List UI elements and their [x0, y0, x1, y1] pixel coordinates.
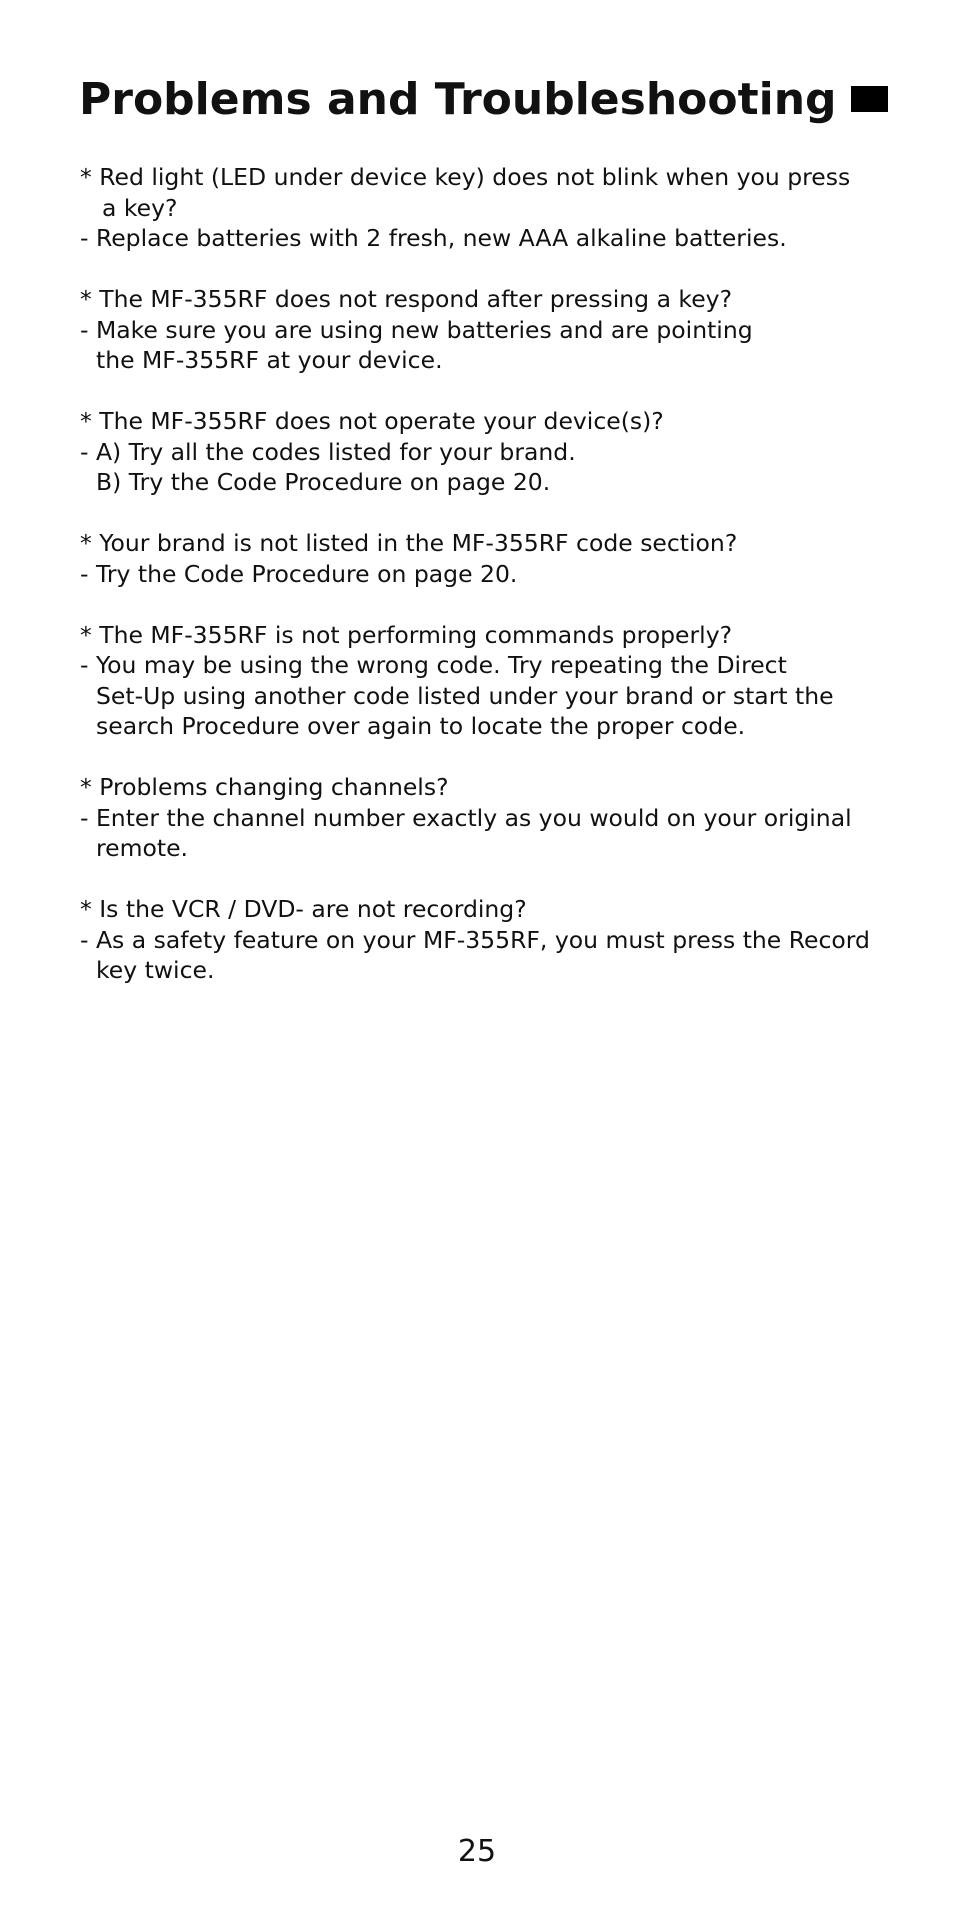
answer-line: - Enter the channel number exactly as you would on your original — [80, 803, 852, 832]
answer-line: - Make sure you are using new batteries and are pointing — [80, 315, 753, 344]
question-line: * The MF-355RF does not operate your device(s)? — [80, 407, 664, 435]
answer-line: - You may be using the wrong code. Try repeating the Direct — [80, 651, 787, 679]
page-title — [79, 72, 888, 128]
faq-item — [80, 772, 910, 864]
question-line: a key? — [102, 193, 178, 222]
page-number: 25 — [457, 1834, 497, 1869]
answer-line: search Procedure over again to locate the proper code. — [96, 712, 746, 740]
faq-item — [80, 894, 910, 986]
answer-line: remote. — [96, 834, 189, 862]
page-title-text: Problems and Troubleshooting — [79, 74, 837, 125]
answer-line: key twice. — [96, 956, 215, 984]
faq-item — [80, 284, 910, 376]
question-line: * Problems changing channels? — [80, 773, 449, 801]
faq-item — [80, 406, 910, 498]
faq-item — [80, 162, 910, 254]
answer-line: B) Try the Code Procedure on page 20. — [96, 468, 551, 496]
answer-line: - As a safety feature on your MF-355RF, you must press the Record — [80, 925, 870, 954]
answer-line: - Replace batteries with 2 fresh, new AAA alkaline batteries. — [80, 224, 787, 252]
faq-item — [80, 528, 910, 589]
section-marker-square — [851, 86, 888, 112]
answer-line: - Try the Code Procedure on page 20. — [80, 559, 518, 588]
troubleshooting-list — [80, 162, 910, 1016]
answer-line: Set-Up using another code listed under your brand or start the — [96, 681, 834, 710]
question-line: * The MF-355RF does not respond after pressing a key? — [80, 285, 733, 313]
faq-item — [80, 620, 910, 742]
answer-line: the MF-355RF at your device. — [96, 346, 443, 374]
question-line: * Is the VCR / DVD- are not recording? — [80, 895, 527, 923]
question-line: * Red light (LED under device key) does not blink when you press — [80, 163, 851, 191]
question-line: * The MF-355RF is not performing commands properly? — [80, 620, 733, 649]
question-line: * Your brand is not listed in the MF-355RF code section? — [80, 529, 738, 557]
answer-line: - A) Try all the codes listed for your brand. — [80, 437, 576, 466]
